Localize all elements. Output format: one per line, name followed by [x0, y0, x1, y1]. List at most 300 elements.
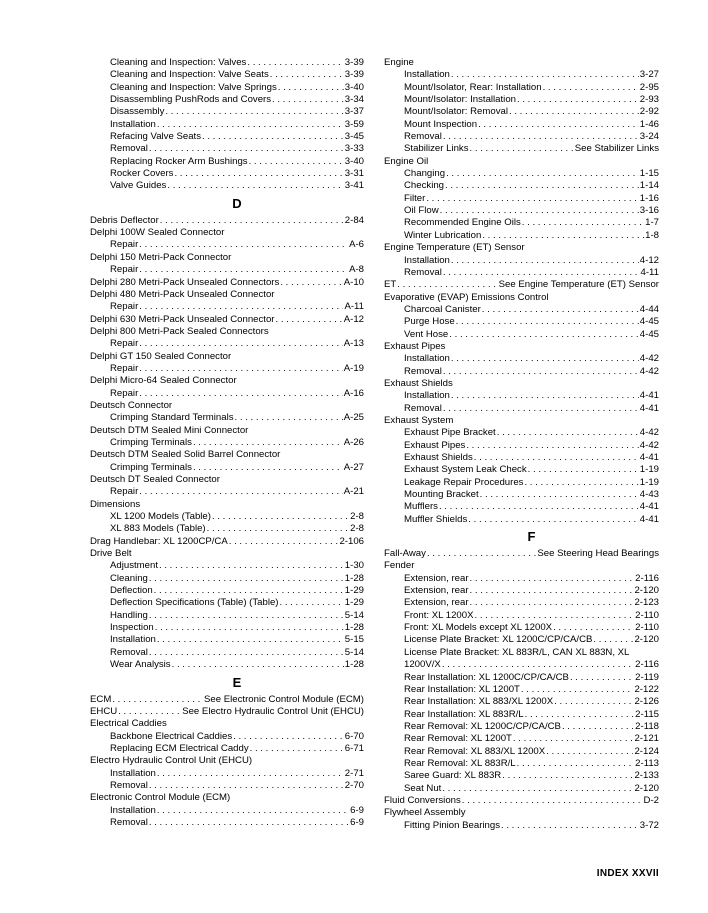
- index-entry[interactable]: [90, 314, 364, 326]
- page-reference: 2-70: [344, 779, 364, 791]
- index-subentry[interactable]: [384, 329, 659, 341]
- index-subentry[interactable]: [384, 353, 659, 365]
- page-reference: See Electronic Control Module (ECM): [204, 693, 364, 705]
- entry-label: Rear Removal: XL 1200C/CP/CA/CB: [404, 720, 561, 732]
- index-heading: License Plate Bracket: XL 883R/L, CAN XL 883N, XL: [404, 646, 630, 658]
- page-reference: A-12: [343, 313, 364, 325]
- index-subentry[interactable]: [90, 573, 364, 585]
- dot-leader: [278, 82, 344, 94]
- dot-leader: [546, 746, 633, 758]
- dot-leader: [474, 452, 639, 464]
- entry-label: XL 883 Models (Table): [110, 523, 206, 535]
- index-subentry[interactable]: [384, 659, 659, 671]
- index-subentry[interactable]: [90, 585, 364, 597]
- index-subentry[interactable]: [384, 366, 659, 378]
- dot-leader: [528, 464, 639, 476]
- dot-leader: [276, 314, 343, 326]
- dot-leader: [139, 264, 348, 276]
- page-reference: 3-16: [639, 205, 659, 217]
- index-subentry[interactable]: [90, 437, 364, 449]
- dot-leader: [212, 511, 349, 523]
- entry-label: Charcoal Canister: [404, 303, 481, 315]
- dot-leader: [470, 573, 635, 585]
- index-subentry[interactable]: [384, 634, 659, 646]
- index-subentry[interactable]: [90, 731, 364, 743]
- index-entry[interactable]: [384, 548, 659, 560]
- entry-label: Installation: [110, 767, 156, 779]
- entry-label: Installation: [404, 390, 450, 402]
- dot-leader: [451, 255, 639, 267]
- index-subentry[interactable]: [384, 267, 659, 279]
- index-subentry[interactable]: [384, 217, 659, 229]
- index-heading: Deutsch DTM Sealed Solid Barrel Connector: [90, 449, 281, 461]
- index-subentry[interactable]: [90, 338, 364, 350]
- index-subentry[interactable]: [384, 143, 659, 155]
- index-subentry[interactable]: [384, 733, 659, 745]
- index-subentry[interactable]: [384, 622, 659, 634]
- dot-leader: [427, 548, 536, 560]
- index-heading: Evaporative (EVAP) Emissions Control: [384, 291, 549, 303]
- page-reference: 2-116: [635, 659, 659, 671]
- page-reference: 4-41: [639, 402, 659, 414]
- index-subentry[interactable]: [90, 523, 364, 535]
- entry-label: Rocker Covers: [110, 168, 174, 180]
- dot-leader: [157, 805, 349, 817]
- index-subentry[interactable]: [384, 610, 659, 622]
- index-subentry[interactable]: [90, 106, 364, 118]
- page-reference: 5-14: [344, 609, 364, 621]
- entry-label: Installation: [110, 804, 156, 816]
- index-subentry[interactable]: [90, 131, 364, 143]
- page-reference: 4-44: [639, 303, 659, 315]
- index-subentry[interactable]: [90, 486, 364, 498]
- entry-label: 1200V/X: [404, 659, 441, 671]
- index-subentry[interactable]: [384, 696, 659, 708]
- index-subentry[interactable]: [90, 69, 364, 81]
- page-reference: 2-120: [634, 585, 659, 597]
- page-reference: 2-84: [344, 214, 364, 226]
- dot-leader: [522, 217, 644, 229]
- dot-leader: [513, 733, 634, 745]
- page-reference: 5-15: [344, 634, 364, 646]
- page-reference: A-6: [349, 239, 364, 251]
- index-subentry[interactable]: [384, 230, 659, 242]
- index-subentry[interactable]: [90, 511, 364, 523]
- index-heading: Electronic Control Module (ECM): [90, 792, 231, 804]
- index-subentry[interactable]: [90, 156, 364, 168]
- page-reference: 3-45: [344, 131, 364, 143]
- index-heading: Dimensions: [90, 498, 141, 510]
- index-subentry[interactable]: [384, 573, 659, 585]
- index-entry[interactable]: [90, 215, 364, 227]
- index-subentry[interactable]: [384, 684, 659, 696]
- dot-leader: [554, 696, 633, 708]
- index-heading: Delphi GT 150 Sealed Connector: [90, 350, 232, 362]
- entry-label: Cleaning and Inspection: Valve Springs: [110, 81, 277, 93]
- dot-leader: [139, 338, 342, 350]
- page-reference: 2-133: [634, 770, 659, 782]
- entry-label: Deflection: [110, 585, 153, 597]
- page-reference: 1-30: [344, 560, 364, 572]
- index-subentry[interactable]: [384, 464, 659, 476]
- entry-label: Rear Installation: XL 1200T: [404, 683, 520, 695]
- page-reference: See Electro Hydraulic Control Unit (EHCU): [182, 705, 364, 717]
- page-reference: 2-110: [635, 622, 659, 634]
- page-reference: A-8: [349, 264, 364, 276]
- index-column-left: [90, 57, 364, 829]
- page-reference: 1-28: [344, 572, 364, 584]
- page-reference: 1-46: [639, 118, 659, 130]
- page-reference: A-19: [343, 362, 364, 374]
- page-reference: A-26: [343, 436, 364, 448]
- dot-leader: [193, 462, 343, 474]
- page-reference: 4-43: [639, 489, 659, 501]
- dot-leader: [470, 585, 634, 597]
- entry-label: Repair: [110, 362, 139, 374]
- page-reference: 2-92: [639, 106, 659, 118]
- dot-leader: [154, 585, 344, 597]
- page-reference: 1-7: [645, 217, 659, 229]
- entry-label: Repair: [110, 239, 139, 251]
- entry-label: Removal: [110, 779, 148, 791]
- dot-leader: [149, 143, 344, 155]
- entry-label: Crimping Terminals: [110, 461, 192, 473]
- entry-label: Changing: [404, 168, 446, 180]
- entry-label: Drag Handlebar: XL 1200CP/CA: [90, 535, 228, 547]
- index-subentry[interactable]: [384, 477, 659, 489]
- index-subentry[interactable]: [384, 316, 659, 328]
- entry-label: Removal: [404, 131, 442, 143]
- index-subentry[interactable]: [90, 180, 364, 192]
- page-reference: 2-122: [634, 683, 659, 695]
- index-heading: Delphi 100W Sealed Connector: [90, 227, 225, 239]
- page-reference: 1-14: [639, 180, 659, 192]
- entry-label: Installation: [404, 69, 450, 81]
- index-subentry[interactable]: [384, 783, 659, 795]
- dot-leader: [149, 817, 349, 829]
- entry-label: Removal: [404, 402, 442, 414]
- index-subentry[interactable]: [384, 672, 659, 684]
- index-subentry[interactable]: [384, 390, 659, 402]
- page-reference: 4-42: [639, 365, 659, 377]
- dot-leader: [445, 180, 639, 192]
- index-subentry[interactable]: [384, 403, 659, 415]
- dot-leader: [167, 180, 343, 192]
- page-reference: 2-110: [635, 609, 659, 621]
- index-subentry[interactable]: [90, 805, 364, 817]
- index-subentry[interactable]: [90, 363, 364, 375]
- index-subentry[interactable]: [90, 412, 364, 424]
- page-reference: 4-12: [639, 254, 659, 266]
- index-subentry[interactable]: [384, 440, 659, 452]
- page-reference: A-25: [343, 412, 364, 424]
- index-subentry[interactable]: [90, 622, 364, 634]
- entry-label: Backbone Electrical Caddies: [110, 730, 233, 742]
- dot-leader: [397, 279, 497, 291]
- dot-leader: [524, 477, 638, 489]
- entry-label: Purge Hose: [404, 316, 455, 328]
- page-reference: 1-16: [639, 192, 659, 204]
- dot-leader: [482, 304, 639, 316]
- dot-leader: [155, 622, 344, 634]
- page-reference: 1-28: [344, 659, 364, 671]
- entry-label: Saree Guard: XL 883R: [404, 770, 502, 782]
- entry-label: Mounting Bracket: [404, 489, 479, 501]
- entry-label: Fall-Away: [384, 548, 426, 560]
- page-reference: 1-19: [639, 476, 659, 488]
- dot-leader: [478, 119, 639, 131]
- dot-leader: [502, 770, 633, 782]
- dot-leader: [501, 820, 639, 832]
- index-entry[interactable]: [90, 277, 364, 289]
- entry-label: ECM: [90, 693, 112, 705]
- index-heading: Exhaust System: [384, 414, 454, 426]
- page-reference: A-27: [343, 461, 364, 473]
- dot-leader: [442, 783, 633, 795]
- index-heading: Flywheel Assembly: [384, 807, 466, 819]
- index-subentry[interactable]: [384, 106, 659, 118]
- entry-label: Rear Installation: XL 883R/L: [404, 708, 524, 720]
- index-subentry[interactable]: [90, 57, 364, 69]
- index-subentry[interactable]: [384, 193, 659, 205]
- index-heading: Engine Temperature (ET) Sensor: [384, 242, 525, 254]
- entry-label: Front: XL 1200X: [404, 609, 474, 621]
- dot-leader: [139, 388, 342, 400]
- entry-label: Fitting Pinion Bearings: [404, 819, 500, 831]
- dot-leader: [443, 131, 639, 143]
- index-subentry[interactable]: [90, 560, 364, 572]
- dot-leader: [451, 353, 639, 365]
- dot-leader: [442, 659, 634, 671]
- entry-label: Crimping Standard Terminals: [110, 412, 234, 424]
- index-entry[interactable]: [90, 694, 364, 706]
- index-subentry[interactable]: [90, 647, 364, 659]
- index-subentry[interactable]: [384, 94, 659, 106]
- index-subentry[interactable]: [90, 119, 364, 131]
- index-subentry[interactable]: [90, 143, 364, 155]
- index-subentry[interactable]: [90, 94, 364, 106]
- page-reference: 2-71: [344, 767, 364, 779]
- dot-leader: [468, 514, 639, 526]
- index-subentry[interactable]: [384, 452, 659, 464]
- entry-label: Rear Removal: XL 883R/L: [404, 757, 516, 769]
- dot-leader: [439, 501, 639, 513]
- index-subentry[interactable]: [90, 610, 364, 622]
- entry-label: Deflection Specifications (Table) (Table): [110, 597, 279, 609]
- index-subentry[interactable]: [384, 514, 659, 526]
- dot-leader: [280, 277, 342, 289]
- page-reference: A-16: [343, 387, 364, 399]
- page-reference: 3-59: [344, 118, 364, 130]
- index-subentry[interactable]: [384, 770, 659, 782]
- index-subentry[interactable]: [90, 462, 364, 474]
- dot-leader: [462, 795, 643, 807]
- index-subentry[interactable]: [90, 780, 364, 792]
- entry-label: Mount/Isolator, Rear: Installation: [404, 81, 542, 93]
- entry-label: Repair: [110, 301, 139, 313]
- index-subentry[interactable]: [90, 168, 364, 180]
- entry-label: Removal: [110, 646, 148, 658]
- entry-label: Installation: [404, 353, 450, 365]
- index-subentry[interactable]: [384, 131, 659, 143]
- entry-label: ET: [384, 279, 397, 291]
- index-subentry[interactable]: [384, 820, 659, 832]
- dot-leader: [235, 412, 343, 424]
- entry-label: License Plate Bracket: XL 1200C/CP/CA/CB: [404, 634, 593, 646]
- index-subentry[interactable]: [90, 239, 364, 251]
- index-subentry[interactable]: [384, 119, 659, 131]
- index-subentry[interactable]: [384, 721, 659, 733]
- dot-leader: [570, 672, 634, 684]
- index-entry[interactable]: [90, 536, 364, 548]
- index-subentry[interactable]: [90, 768, 364, 780]
- index-heading: Delphi 800 Metri-Pack Sealed Connectors: [90, 325, 269, 337]
- index-subentry[interactable]: [384, 82, 659, 94]
- page-reference: A-10: [343, 276, 364, 288]
- page-reference: 4-42: [639, 439, 659, 451]
- page-reference: 1-29: [344, 597, 364, 609]
- page-reference: 4-45: [639, 328, 659, 340]
- page-reference: 3-31: [344, 168, 364, 180]
- page-reference: 4-11: [640, 266, 659, 278]
- page-reference: 3-41: [344, 180, 364, 192]
- index-subentry[interactable]: [384, 427, 659, 439]
- entry-label: Installation: [404, 254, 450, 266]
- index-subentry[interactable]: [384, 304, 659, 316]
- index-heading: Engine: [384, 57, 414, 68]
- index-subentry[interactable]: [384, 709, 659, 721]
- index-subentry[interactable]: [90, 388, 364, 400]
- dot-leader: [440, 205, 639, 217]
- index-subentry[interactable]: [384, 501, 659, 513]
- dot-leader: [112, 694, 203, 706]
- dot-leader: [207, 523, 349, 535]
- index-subentry[interactable]: [90, 82, 364, 94]
- page-reference: 2-119: [635, 671, 659, 683]
- page-reference: 2-120: [634, 634, 659, 646]
- dot-leader: [543, 82, 639, 94]
- dot-leader: [249, 156, 344, 168]
- page-reference: 3-27: [639, 69, 659, 81]
- page-reference: 1-15: [639, 168, 659, 180]
- page-reference: 5-14: [344, 646, 364, 658]
- page-reference: 4-41: [639, 390, 659, 402]
- index-subentry[interactable]: [90, 659, 364, 671]
- dot-leader: [139, 239, 348, 251]
- index-subentry[interactable]: [90, 817, 364, 829]
- index-subentry[interactable]: [384, 758, 659, 770]
- page-reference: 2-115: [635, 708, 659, 720]
- index-subentry[interactable]: [90, 264, 364, 276]
- index-subentry[interactable]: [384, 585, 659, 597]
- entry-label: Repair: [110, 486, 139, 498]
- page-reference: See Steering Head Bearings: [537, 548, 659, 560]
- page-reference: 4-45: [639, 316, 659, 328]
- entry-label: Replacing Rocker Arm Bushings: [110, 155, 248, 167]
- page-reference: A-13: [343, 338, 364, 350]
- page-reference: 6-9: [350, 816, 364, 828]
- index-entry[interactable]: [384, 279, 659, 291]
- index-subentry[interactable]: [384, 180, 659, 192]
- entry-label: Wear Analysis: [110, 659, 171, 671]
- dot-leader: [470, 143, 574, 155]
- dot-leader: [172, 659, 344, 671]
- entry-label: Rear Installation: XL 1200C/CP/CA/CB: [404, 671, 569, 683]
- entry-label: Cleaning: [110, 572, 148, 584]
- page-reference: 1-29: [344, 585, 364, 597]
- entry-label: Stabilizer Links: [404, 143, 469, 155]
- dot-leader: [139, 301, 343, 313]
- page-reference: 1-19: [639, 464, 659, 476]
- index-subentry[interactable]: [90, 634, 364, 646]
- dot-leader: [521, 684, 634, 696]
- dot-leader: [157, 119, 344, 131]
- entry-label: Fluid Conversions: [384, 794, 461, 806]
- dot-leader: [480, 489, 639, 501]
- page-reference: 3-24: [639, 131, 659, 143]
- index-subentry[interactable]: [90, 597, 364, 609]
- page-reference: 2-121: [634, 733, 659, 745]
- entry-label: Muffler Shields: [404, 513, 468, 525]
- entry-label: Replacing ECM Electrical Caddy: [110, 742, 249, 754]
- page-reference: 2-106: [339, 535, 364, 547]
- index-entry[interactable]: [384, 795, 659, 807]
- index-subentry[interactable]: [384, 69, 659, 81]
- page-reference: 6-70: [344, 730, 364, 742]
- index-subentry[interactable]: [384, 168, 659, 180]
- dot-leader: [229, 536, 339, 548]
- index-subentry[interactable]: [90, 301, 364, 313]
- page-reference: 3-40: [344, 155, 364, 167]
- index-heading: Drive Belt: [90, 548, 132, 560]
- index-subentry[interactable]: [384, 255, 659, 267]
- page-reference: 2-124: [634, 745, 659, 757]
- index-entry[interactable]: [90, 706, 364, 718]
- dot-leader: [451, 390, 639, 402]
- entry-label: Crimping Terminals: [110, 436, 192, 448]
- dot-leader: [553, 622, 634, 634]
- entry-label: Cleaning and Inspection: Valve Seats: [110, 69, 269, 81]
- dot-leader: [202, 131, 344, 143]
- entry-label: Delphi 280 Metri-Pack Unsealed Connectors: [90, 276, 280, 288]
- index-subentry[interactable]: [384, 489, 659, 501]
- entry-label: Recommended Engine Oils: [404, 217, 521, 229]
- index-column-right: [384, 57, 659, 832]
- page-reference: 2-113: [635, 757, 659, 769]
- index-subentry[interactable]: [384, 205, 659, 217]
- entry-label: Exhaust System Leak Check: [404, 464, 527, 476]
- entry-label: Exhaust Pipes: [404, 439, 466, 451]
- page-reference: 1-8: [645, 229, 659, 241]
- page-reference: 2-95: [639, 81, 659, 93]
- page-reference: 6-71: [344, 742, 364, 754]
- section-letter: E: [232, 674, 242, 690]
- index-subentry[interactable]: [90, 743, 364, 755]
- entry-label: Handling: [110, 609, 148, 621]
- index-subentry[interactable]: [384, 597, 659, 609]
- page-reference: 1-28: [344, 622, 364, 634]
- entry-label: Disassembly: [110, 106, 165, 118]
- entry-label: Repair: [110, 264, 139, 276]
- dot-leader: [174, 168, 343, 180]
- entry-label: Exhaust Shields: [404, 452, 473, 463]
- page-reference: 3-33: [344, 143, 364, 155]
- page-reference: 4-42: [639, 427, 659, 439]
- entry-label: Installation: [110, 118, 156, 130]
- dot-leader: [272, 94, 344, 106]
- index-subentry[interactable]: [384, 746, 659, 758]
- page-reference: 2-126: [634, 696, 659, 708]
